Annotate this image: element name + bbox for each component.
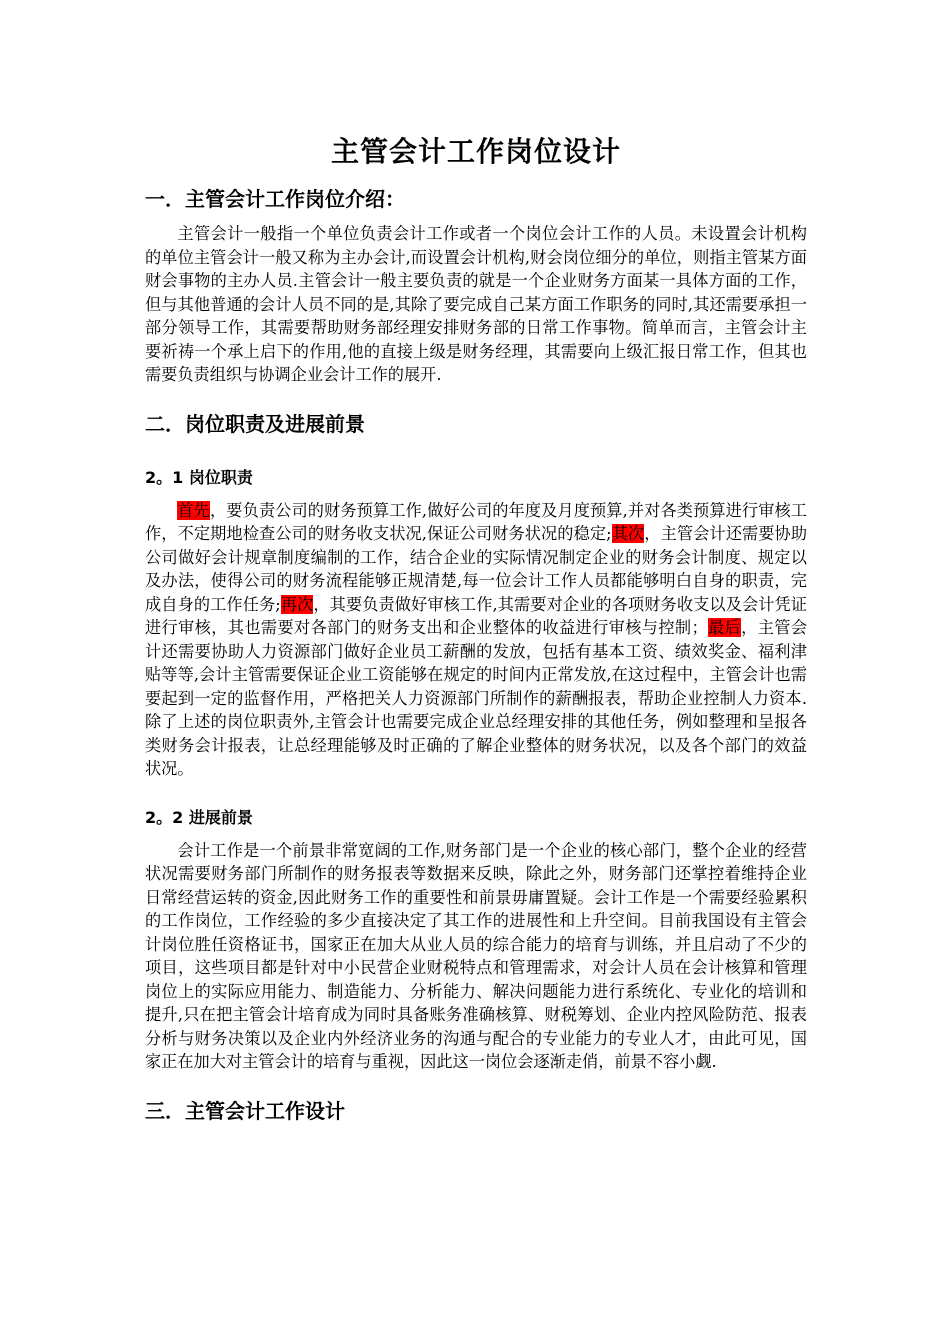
document-title: 主管会计工作岗位设计 (330, 135, 621, 168)
highlight-third: 再次 (280, 594, 314, 614)
duty-text-3: ，其要负责做好审核工作,其需要对企业的各项财务收支以及会计凭证进行审核，其也需要对各部门的财务支出和企业整体的收益进行审核与控制； (145, 594, 807, 637)
section-1-heading: 一．主管会计工作岗位介绍： (145, 187, 405, 211)
duty-text-1: ，要负责公司的财务预算工作,做好公司的年度及月度预算,并对各类预算进行审核工作，不定期地检查公司的财务收支状况,保证公司财务状况的稳定; (145, 500, 807, 543)
subsection-2-2-heading: 2。2 进展前景 (145, 807, 253, 827)
duty-text-2: ，主管会计还需要协助公司做好会计规章制度编制的工作，结合企业的实际情况制定企业的财务会计制度、规定以及办法，使得公司的财务流程能够正规清楚,每一位会计工作人员都能够明白自身的职责，完成自身的工作任务; (145, 524, 808, 614)
subsection-2-2-paragraph: 会计工作是一个前景非常宽阔的工作,财务部门是一个企业的核心部门，整个企业的经营状况需要财务部门所制作的财务报表等数据来反映，除此之外，财务部门还掌控着维持企业日常经营运转的资金,因此财务工作的重要性和前景毋庸置疑。会计工作是一个需要经验累积的工作岗位，工作经验的多少直接决定了其工作的进展性和上升空间。目前我国设有主管会计岗位胜任资格证书，国家正在加大从业人员的综合能力的培育与训练，并且启动了不少的项目，这些项目都是针对中小民营企业财税特点和管理需求，对会计人员在会计核算和管理岗位上的实际应用能力、制造能力、分析能力、解决问题能力进行系统化、专业化的培训和提升,只在把主管会计培育成为同时具备账务准确核算、财税筹划、企业内控风险防范、报表分析与财务决策以及企业内外经济业务的沟通与配合的专业能力的专业人才，由此可见，国家正在加大对主管会计的培育与重视，因此这一岗位会逐渐走俏，前景不容小觑. (145, 840, 807, 1071)
document-body (145, 130, 807, 1128)
section-1-paragraph: 主管会计一般指一个单位负责会计工作或者一个岗位会计工作的人员。未设置会计机构的单位主管会计一般又称为主办会计,而设置会计机构,财会岗位细分的单位，则指主管某方面财会事物的主办人员.主管会计一般主要负责的就是一个企业财务方面某一具体方面的工作，但与其他普通的会计人员不同的是,其除了要完成自己某方面工作职务的同时,其还需要承担一部分领导工作，其需要帮助财务部经理安排财务部的日常工作事物。简单而言，主管会计主要祈祷一个承上启下的作用,他的直接上级是财务经理，其需要向上级汇报日常工作，但其也需要负责组织与协调企业会计工作的展开. (145, 224, 807, 384)
highlight-second: 其次 (611, 524, 645, 543)
section-2-heading: 二．岗位职责及进展前景 (145, 411, 365, 436)
subsection-2-1-paragraph (145, 499, 807, 781)
highlight-last: 最后 (707, 618, 742, 637)
section-3-heading: 三．主管会计工作设计 (145, 1098, 345, 1123)
duty-text-4: ，主管会计还需要协助人力资源部门做好企业员工薪酬的发放，包括有基本工资、绩效奖金、福利津贴等等,会计主管需要保证企业工资能够在规定的时间内正常发放,在这过程中，主管会计也需要起到一定的监督作用，严格把关人力资源部门所制作的薪酬报表，帮助企业控制人力资本.除了上述的岗位职责外,主管会计也需要完成企业总经理安排的其他任务，例如整理和呈报各类财务会计报表，让总经理能够及时正确的了解企业整体的财务状况，以及各个部门的效益状况。 (145, 618, 808, 778)
highlight-first: 首先 (177, 500, 210, 520)
subsection-2-1-heading: 2。1 岗位职责 (145, 467, 253, 487)
